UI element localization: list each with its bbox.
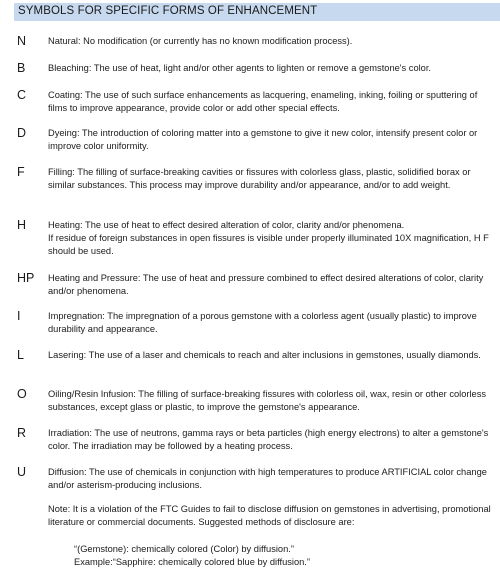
symbol-code: N: [17, 34, 27, 48]
symbol-description-line: If residue of foreign substances in open fissures is visible under properly illuminated 10X magnification, H F should be used.: [48, 233, 489, 256]
symbol-code: F: [17, 165, 25, 179]
symbol-code: I: [17, 309, 21, 323]
diffusion-note: Note: It is a violation of the FTC Guides to fail to disclose diffusion on gemstones in advertising, promotional literature or commercial documents. Suggested methods of disclosure are:: [48, 504, 491, 527]
symbol-description: Dyeing: The introduction of coloring matter into a gemstone to give it new color, intensify present color or improve color uniformity.: [48, 128, 478, 151]
symbol-description: Coating: The use of such surface enhancements as lacquering, enameling, inking, foiling or sputtering of films to improve appearance, provide color or add other special effects.: [48, 90, 478, 113]
disclosure-example: Example:“Sapphire: chemically colored blue by diffusion.”: [74, 557, 310, 567]
symbol-description: Natural: No modification (or currently has no known modification process).: [48, 36, 353, 46]
symbol-description: Lasering: The use of a laser and chemicals to reach and alter inclusions in gemstones, usually diamonds.: [48, 350, 481, 360]
symbol-description: Bleaching: The use of heat, light and/or other agents to lighten or remove a gemstone's color.: [48, 63, 432, 73]
symbol-code: O: [17, 387, 27, 401]
symbol-description: Irradiation: The use of neutrons, gamma rays or beta particles (high energy electrons) to alter a gemstone's color. The irradiation may be followed by a heating process.: [48, 428, 489, 451]
symbol-description-line: Heating: The use of heat to effect desired alteration of color, clarity and/or phenomena.: [48, 220, 405, 230]
symbol-code: R: [17, 426, 27, 440]
symbol-code: C: [17, 88, 27, 102]
page-title: SYMBOLS FOR SPECIFIC FORMS OF ENHANCEMENT: [18, 5, 318, 17]
symbol-code: B: [17, 61, 26, 75]
symbol-code: D: [17, 126, 27, 140]
symbol-code: U: [17, 465, 27, 479]
symbol-description: [48, 219, 494, 258]
symbol-description: Diffusion: The use of chemicals in conjunction with high temperatures to produce ARTIFICIAL color change and/or asterism-producing inclusions.: [48, 467, 487, 490]
disclosure-example: “(Gemstone): chemically colored (Color) by diffusion.”: [74, 544, 294, 554]
symbol-description: Heating and Pressure: The use of heat and pressure combined to effect desired alterations of color, clarity and/or phenomena.: [48, 273, 484, 296]
symbol-description: Filling: The filling of surface-breaking cavities or fissures with colorless glass, plastic, solidified borax or similar substances. This process may improve durability and/or appearance, and/or to add weight.: [48, 167, 471, 190]
symbol-code: HP: [17, 271, 35, 285]
symbol-code: L: [17, 348, 24, 362]
symbol-description: Oiling/Resin Infusion: The filling of surface-breaking fissures with colorless oil, wax, resin or other colorless substances, except glass or plastic, to improve the gemstone's appearance.: [48, 389, 487, 412]
symbol-code: H: [17, 218, 27, 232]
symbol-description: Impregnation: The impregnation of a porous gemstone with a colorless agent (usually plastic) to improve durability and appearance.: [48, 311, 477, 334]
